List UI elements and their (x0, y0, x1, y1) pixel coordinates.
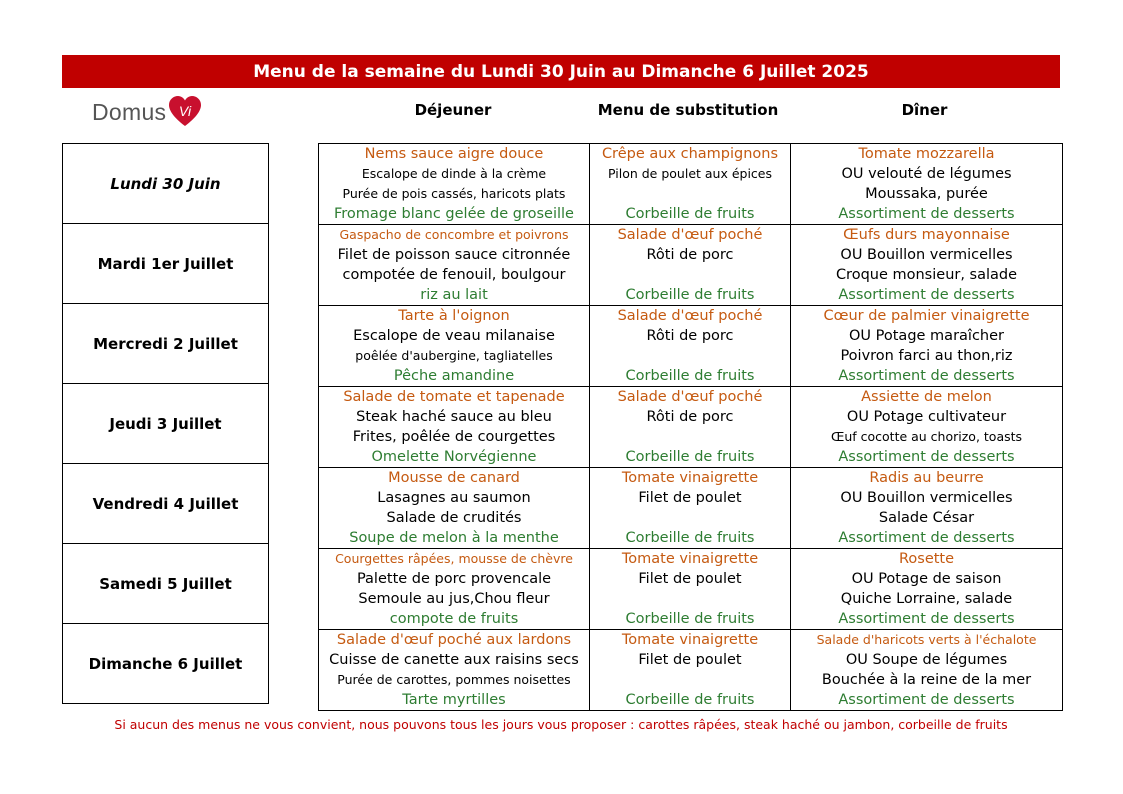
starter: Tomate vinaigrette (621, 632, 759, 648)
main-dish: Rôti de porc (646, 328, 734, 344)
starter: Œufs durs mayonnaise (843, 227, 1010, 243)
diner-cell (791, 225, 1063, 306)
main-dish: Filet de poulet (638, 652, 742, 668)
side-dish: Frites, poêlée de courgettes (352, 429, 556, 445)
menu-row (319, 387, 1063, 468)
dessert: Assortiment de desserts (838, 530, 1015, 546)
diner-cell (791, 468, 1063, 549)
side-dish: Salade César (878, 510, 975, 526)
dejeuner-cell (319, 306, 590, 387)
dessert: Assortiment de desserts (838, 611, 1015, 627)
diner-cell (791, 549, 1063, 630)
dessert: Corbeille de fruits (625, 368, 755, 384)
main-dish: Filet de poulet (638, 571, 742, 587)
starter: Salade d'œuf poché aux lardons (336, 632, 572, 648)
substitution-cell (590, 630, 791, 711)
dessert: Corbeille de fruits (625, 287, 755, 303)
side-dish: Semoule au jus,Chou fleur (358, 591, 550, 607)
diner-cell (791, 306, 1063, 387)
starter: Tomate mozzarella (858, 146, 995, 162)
dessert: Pêche amandine (393, 368, 515, 384)
dessert: Corbeille de fruits (625, 611, 755, 627)
main-dish: Filet de poisson sauce citronnée (337, 247, 571, 263)
main-dish: Filet de poulet (638, 490, 742, 506)
days-table (62, 143, 269, 704)
side-dish: Croque monsieur, salade (835, 267, 1018, 283)
starter: Salade d'œuf poché (617, 308, 763, 324)
logo-mark: Vi (179, 103, 192, 119)
dessert: Omelette Norvégienne (371, 449, 537, 465)
dejeuner-cell (319, 549, 590, 630)
starter: Salade de tomate et tapenade (343, 389, 565, 405)
day-row (63, 144, 269, 224)
side-dish: Salade de crudités (386, 510, 522, 526)
main-dish: OU velouté de légumes (841, 166, 1012, 182)
column-header-dejeuner: Déjeuner (414, 101, 492, 119)
dessert: Assortiment de desserts (838, 449, 1015, 465)
menu-table (318, 143, 1063, 711)
diner-cell (791, 387, 1063, 468)
main-dish: OU Bouillon vermicelles (840, 490, 1013, 506)
day-row (63, 384, 269, 464)
diner-cell (791, 144, 1063, 225)
dessert: riz au lait (420, 287, 488, 303)
starter: Radis au beurre (869, 470, 984, 486)
footer-note: Si aucun des menus ne vous convient, nous pouvons tous les jours vous proposer : carottes râpées, steak haché ou jambon, corbeille de fruits (114, 717, 1008, 732)
main-dish: OU Bouillon vermicelles (840, 247, 1013, 263)
starter: Tomate vinaigrette (621, 551, 759, 567)
column-header-diner: Dîner (901, 101, 948, 119)
starter: Mousse de canard (388, 470, 520, 486)
starter: Rosette (898, 551, 955, 567)
starter: Tarte à l'oignon (398, 308, 510, 324)
side-dish: Purée de carottes, pommes noisettes (337, 672, 571, 687)
substitution-cell (590, 387, 791, 468)
dessert: Corbeille de fruits (625, 449, 755, 465)
day-label: Mercredi 2 Juillet (63, 304, 269, 384)
day-label: Jeudi 3 Juillet (63, 384, 269, 464)
side-dish: Moussaka, purée (865, 186, 988, 202)
dessert: Corbeille de fruits (625, 206, 755, 222)
main-dish: OU Potage maraîcher (849, 328, 1004, 344)
day-row (63, 544, 269, 624)
starter: Gaspacho de concombre et poivrons (339, 227, 569, 242)
main-dish: Palette de porc provencale (356, 571, 552, 587)
heart-logo-icon (168, 95, 202, 129)
side-dish (590, 184, 790, 204)
main-dish: Cuisse de canette aux raisins secs (329, 652, 579, 668)
dessert: Tarte myrtilles (402, 692, 506, 708)
main-dish: Lasagnes au saumon (377, 490, 531, 506)
day-label: Dimanche 6 Juillet (63, 624, 269, 704)
main-dish: Steak haché sauce au bleu (356, 409, 552, 425)
menu-row (319, 630, 1063, 711)
side-dish (590, 346, 790, 366)
starter: Salade d'œuf poché (617, 227, 763, 243)
starter: Crêpe aux champignons (601, 146, 779, 162)
starter: Tomate vinaigrette (621, 470, 759, 486)
dejeuner-cell (319, 144, 590, 225)
side-dish (590, 589, 790, 609)
day-label: Vendredi 4 Juillet (63, 464, 269, 544)
domusvi-logo (92, 95, 202, 129)
starter: Assiette de melon (861, 389, 992, 405)
dessert: Fromage blanc gelée de groseille (334, 206, 574, 222)
side-dish: poêlée d'aubergine, tagliatelles (355, 348, 553, 363)
dessert: Corbeille de fruits (625, 530, 755, 546)
dessert: Soupe de melon à la menthe (349, 530, 559, 546)
menu-row (319, 225, 1063, 306)
day-row (63, 304, 269, 384)
dejeuner-cell (319, 225, 590, 306)
starter: Salade d'haricots verts à l'échalote (816, 632, 1037, 647)
main-dish: Rôti de porc (646, 247, 734, 263)
dessert: compote de fruits (389, 611, 519, 627)
day-row (63, 464, 269, 544)
side-dish: Quiche Lorraine, salade (840, 591, 1013, 607)
dejeuner-cell (319, 387, 590, 468)
dejeuner-cell (319, 630, 590, 711)
substitution-cell (590, 549, 791, 630)
day-label: Samedi 5 Juillet (63, 544, 269, 624)
dessert: Corbeille de fruits (625, 692, 755, 708)
diner-cell (791, 630, 1063, 711)
column-header-substitution: Menu de substitution (597, 101, 779, 119)
starter: Nems sauce aigre douce (364, 146, 544, 162)
starter: Courgettes râpées, mousse de chèvre (335, 551, 573, 566)
menu-row (319, 549, 1063, 630)
day-row (63, 224, 269, 304)
substitution-cell (590, 225, 791, 306)
menu-row (319, 468, 1063, 549)
side-dish: Bouchée à la reine de la mer (821, 672, 1032, 688)
substitution-cell (590, 468, 791, 549)
menu-row (319, 306, 1063, 387)
page-title: Menu de la semaine du Lundi 30 Juin au Dimanche 6 Juillet 2025 (62, 55, 1060, 88)
side-dish (590, 670, 790, 690)
side-dish: Poivron farci au thon,riz (840, 348, 1013, 364)
substitution-cell (590, 306, 791, 387)
main-dish: Pilon de poulet aux épices (607, 166, 773, 181)
main-dish: OU Potage cultivateur (846, 409, 1007, 425)
menu-row (319, 144, 1063, 225)
dessert: Assortiment de desserts (838, 287, 1015, 303)
side-dish (590, 427, 790, 447)
day-row (63, 624, 269, 704)
starter: Cœur de palmier vinaigrette (823, 308, 1030, 324)
main-dish: Escalope de dinde à la crème (361, 166, 547, 181)
day-label: Lundi 30 Juin (63, 144, 269, 224)
side-dish: Purée de pois cassés, haricots plats (342, 186, 566, 201)
main-dish: OU Soupe de légumes (845, 652, 1008, 668)
dessert: Assortiment de desserts (838, 206, 1015, 222)
dessert: Assortiment de desserts (838, 368, 1015, 384)
main-dish: OU Potage de saison (851, 571, 1002, 587)
side-dish (590, 265, 790, 285)
dejeuner-cell (319, 468, 590, 549)
side-dish: Œuf cocotte au chorizo, toasts (830, 429, 1023, 444)
dessert: Assortiment de desserts (838, 692, 1015, 708)
starter: Salade d'œuf poché (617, 389, 763, 405)
logo-text: Domus (92, 98, 167, 125)
main-dish: Rôti de porc (646, 409, 734, 425)
side-dish: compotée de fenouil, boulgour (342, 267, 566, 283)
main-dish: Escalope de veau milanaise (353, 328, 555, 344)
substitution-cell (590, 144, 791, 225)
day-label: Mardi 1er Juillet (63, 224, 269, 304)
side-dish (590, 508, 790, 528)
